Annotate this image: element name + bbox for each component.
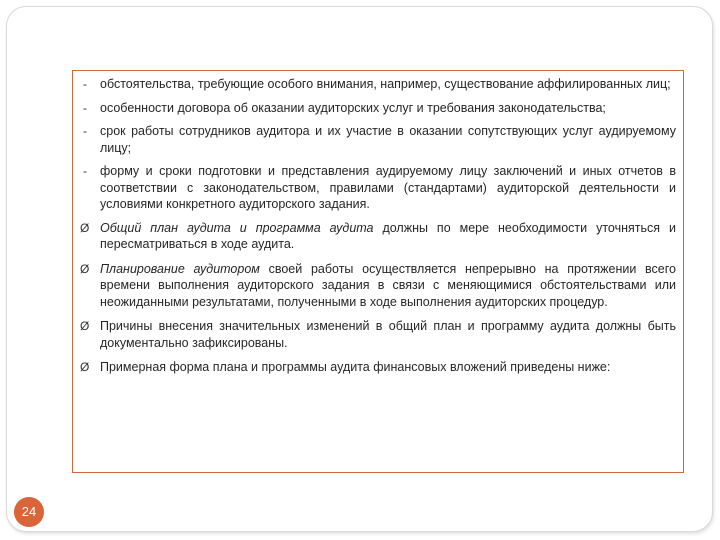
list-item-text: обстоятельства, требующие особого внимания, например, существование аффилированных лиц; bbox=[100, 77, 671, 91]
point-continuous-planning bbox=[80, 261, 676, 311]
arrow-bullet-icon: Ø bbox=[80, 360, 90, 374]
arrow-bullet-icon: Ø bbox=[80, 319, 90, 333]
arrow-bullet-icon: Ø bbox=[80, 261, 90, 276]
list-item-text: особенности договора об оказании аудиторских услуг и требования законодательства; bbox=[100, 100, 606, 115]
point-sample-form bbox=[80, 359, 676, 376]
list-item-affiliated-parties bbox=[80, 76, 676, 93]
list-item-report-form bbox=[80, 163, 676, 213]
point-emphasis: Общий план аудита и программа аудита bbox=[100, 220, 374, 235]
point-emphasis: Планирование аудитором bbox=[100, 261, 260, 276]
page-number-badge: 24 bbox=[14, 497, 44, 527]
point-text: Причины внесения значительных изменений в общий план и программу аудита должны быть документально зафиксированы. bbox=[100, 319, 676, 350]
dash-bullet: - bbox=[83, 124, 87, 138]
arrow-bullet-icon: Ø bbox=[80, 220, 90, 235]
dash-bullet: - bbox=[83, 164, 87, 178]
list-item-text: срок работы сотрудников аудитора и их участие в оказании сопутствующих услуг аудируемому лицу; bbox=[100, 124, 676, 155]
list-item-staff-term bbox=[80, 123, 676, 156]
dash-bullet: - bbox=[83, 100, 87, 115]
point-text: своей работы осуществляется непрерывно на протяжении всего времени выполнения аудиторского задания в связи с меняющимися обстоятельствами или неожиданными результатами, полученными в ходе выполнения аудиторских процедур. bbox=[100, 261, 676, 309]
point-change-documentation bbox=[80, 318, 676, 351]
list-item-text: форму и сроки подготовки и представления аудируемому лицу заключений и иных отчетов в соответствии с законодательством, правилами (стандартами) аудиторской деятельности и условиями конкретного аудиторского задания. bbox=[100, 164, 676, 211]
dash-bullet: - bbox=[83, 77, 87, 91]
slide-content bbox=[80, 76, 676, 384]
point-text: должны по мере необходимости уточняться и пересматриваться в ходе аудита. bbox=[100, 220, 676, 251]
point-text: Примерная форма плана и программы аудита финансовых вложений приведены ниже: bbox=[100, 360, 611, 374]
point-plan-revision bbox=[80, 220, 676, 253]
list-item-contract-features bbox=[80, 100, 676, 117]
